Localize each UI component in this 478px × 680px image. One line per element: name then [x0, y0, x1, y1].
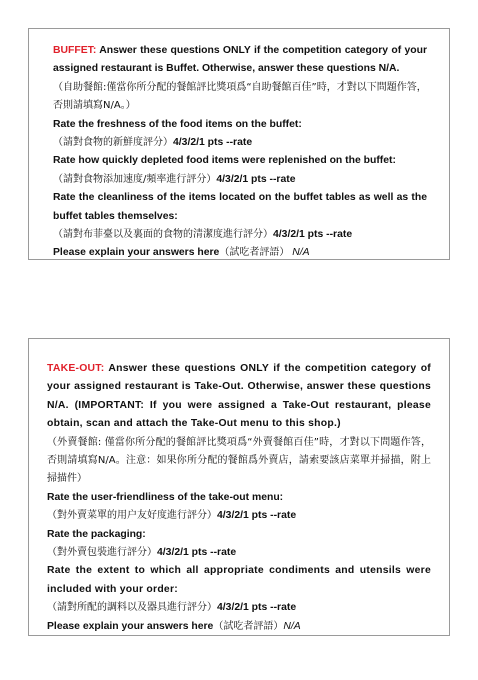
takeout-rating-condiments — [47, 599, 431, 617]
buffet-rating-freshness — [53, 134, 427, 152]
takeout-question-packaging: Rate the packaging: — [47, 528, 146, 540]
buffet-section — [28, 28, 450, 260]
takeout-rating-packaging — [47, 544, 431, 562]
buffet-explain-chinese: （試吃者評語） — [219, 247, 290, 259]
buffet-rating-scale: 4/3/2/1 pts --rate — [273, 229, 353, 241]
buffet-intro — [53, 42, 427, 79]
takeout-explain-value: N/A — [283, 620, 301, 632]
takeout-rating-scale: 4/3/2/1 pts --rate — [217, 602, 297, 614]
takeout-section — [28, 338, 450, 636]
buffet-question-replenish: Rate how quickly depleted food items were replenished on the buffet: — [53, 155, 396, 167]
takeout-question-menu-chinese: （對外賣菜單的用户友好度進行評分） — [47, 510, 217, 522]
buffet-intro-text: Answer these questions ONLY if the competition category of your assigned restaurant is Buffet. Otherwise, answer these questions N/A. — [53, 45, 427, 75]
takeout-rating-scale: 4/3/2/1 pts --rate — [157, 547, 237, 559]
takeout-question-packaging-chinese: （對外賣包裝進行評分） — [47, 547, 157, 559]
takeout-explain — [47, 618, 431, 636]
buffet-question-replenish-chinese: （請對食物添加速度/頻率進行評分） — [53, 173, 217, 185]
buffet-question-cleanliness-chinese: （請對布菲臺以及裏面的食物的清潔度進行評分） — [53, 229, 273, 241]
takeout-question-condiments-chinese: （請對所配的調料以及器具進行評分） — [47, 602, 217, 614]
buffet-explain-label: Please explain your answers here — [53, 247, 220, 259]
takeout-rating-scale: 4/3/2/1 pts --rate — [217, 510, 297, 522]
buffet-rating-cleanliness — [53, 226, 427, 244]
takeout-question-menu: Rate the user-friendliness of the take-out menu: — [47, 491, 284, 503]
takeout-explain-label: Please explain your answers here — [47, 620, 214, 632]
buffet-keyword: BUFFET: — [53, 45, 97, 56]
takeout-keyword: TAKE-OUT: — [47, 363, 105, 374]
takeout-intro — [47, 360, 431, 434]
buffet-rating-scale: 4/3/2/1 pts --rate — [173, 137, 253, 149]
takeout-intro-chinese: （外賣餐館: 僅當你所分配的餐館評比獎項爲“外賣餐館百佳”時，才對以下問題作答，否則請填寫N/A。注意：如果你所分配的餐館爲外賣店，請索要該店菜單并掃描，附上掃描件） — [47, 436, 431, 485]
takeout-explain-chinese: （試吃者評語） — [213, 620, 284, 632]
buffet-question-cleanliness: Rate the cleanliness of the items located on the buffet tables as well as the buffet tables themselves: — [53, 192, 427, 222]
buffet-explain — [53, 244, 427, 262]
takeout-rating-menu — [47, 507, 431, 525]
takeout-intro-text: Answer these questions ONLY if the competition category of your assigned restaurant is Take-Out. Otherwise, answer these questions N/A. (IMPORTANT: If you were assigned a Take-Out restaurant, please obtain, scan and attach the Take-Out menu to this shop.) — [47, 363, 431, 430]
takeout-question-condiments: Rate the extent to which all appropriate condiments and utensils were included with your order: — [47, 565, 431, 595]
buffet-question-freshness: Rate the freshness of the food items on the buffet: — [53, 118, 302, 130]
buffet-rating-scale: 4/3/2/1 pts --rate — [216, 173, 296, 185]
buffet-question-freshness-chinese: （請對食物的新鮮度評分） — [53, 137, 173, 149]
buffet-intro-chinese: （自助餐館:僅當你所分配的餐館評比獎項爲“自助餐館百佳”時，才對以下問題作答，否則請填寫N/A。） — [53, 81, 427, 112]
buffet-rating-replenish — [53, 171, 427, 189]
buffet-explain-value: N/A — [289, 247, 310, 259]
